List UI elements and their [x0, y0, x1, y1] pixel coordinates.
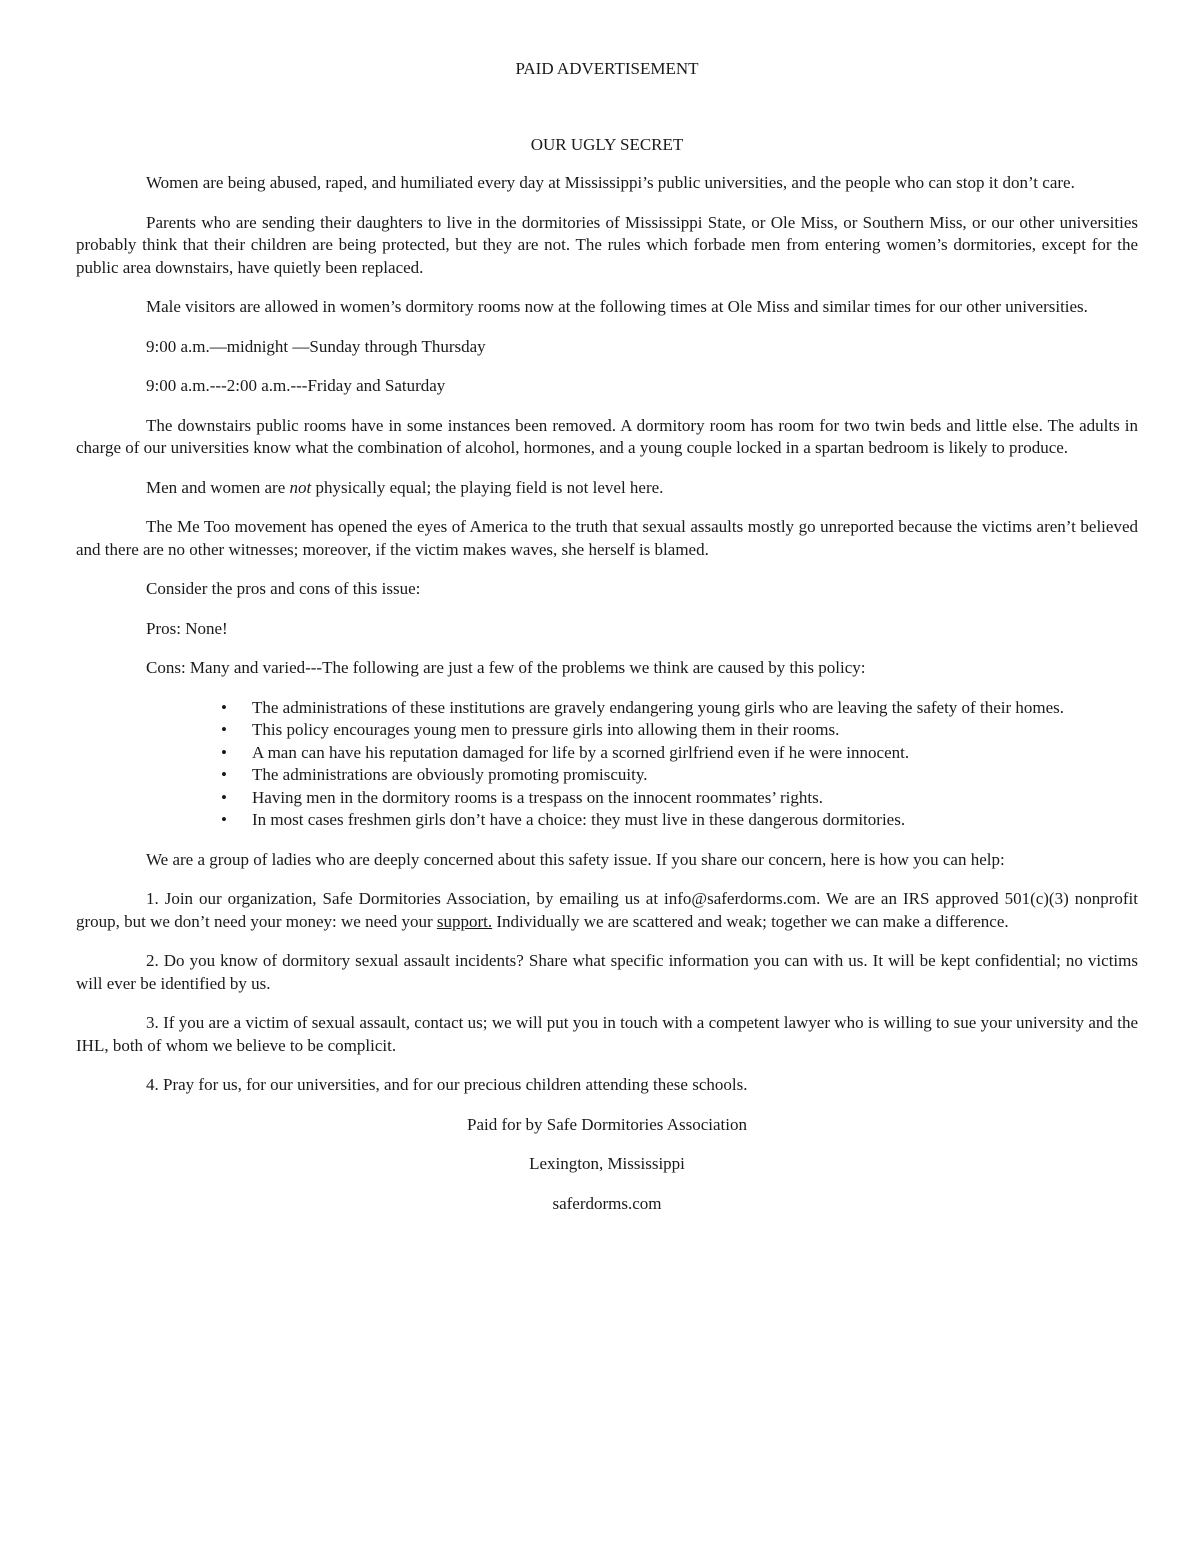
- paid-advertisement-label: PAID ADVERTISEMENT: [515, 59, 699, 78]
- pros-line: Pros: None!: [146, 618, 228, 638]
- list-item: [221, 787, 1136, 810]
- bullet-icon: •: [221, 742, 227, 762]
- schedule-weekday: 9:00 a.m.—midnight —Sunday through Thursday: [146, 336, 486, 356]
- list-item: [221, 764, 1136, 787]
- equality-emphasis: not: [289, 477, 312, 497]
- list-item-text: In most cases freshmen girls don’t have a choice: they must live in these dangerous dormitories.: [252, 810, 906, 829]
- bullet-icon: •: [221, 765, 227, 784]
- list-item-text: This policy encourages young men to pressure girls into allowing them in their rooms.: [252, 720, 840, 739]
- cons-line: Cons: Many and varied---The following are just a few of the problems we think are caused by this policy:: [146, 658, 866, 677]
- list-item-text: A man can have his reputation damaged for life by a scorned girlfriend even if he were innocent.: [252, 742, 910, 762]
- problems-list: [76, 697, 1138, 832]
- list-item-text: Having men in the dormitory rooms is a trespass on the innocent roommates’ rights.: [252, 787, 823, 807]
- list-item: [221, 697, 1136, 720]
- help-item-victim: 3. If you are a victim of sexual assault, contact us; we will put you in touch with a competent lawyer who is willing to sue your university and the IHL, both of whom we believe to be complicit.: [76, 1013, 1138, 1055]
- help-item-pray: 4. Pray for us, for our universities, and for our precious children attending these schools.: [146, 1075, 748, 1094]
- join-text-end: Individually we are scattered and weak; together we can make a difference.: [492, 911, 1009, 931]
- me-too-paragraph: The Me Too movement has opened the eyes of America to the truth that sexual assaults mostly go unreported because the victims aren’t believed and there are no other witnesses; moreover, if the victim makes waves, she herself is blamed.: [76, 517, 1138, 559]
- consider-line: Consider the pros and cons of this issue:: [146, 579, 421, 598]
- intro-paragraph: Women are being abused, raped, and humiliated every day at Mississippi’s public universities, and the people who can stop it don’t care.: [146, 173, 1075, 192]
- website-line: saferdorms.com: [552, 1193, 662, 1213]
- document-title: OUR UGLY SECRET: [530, 134, 684, 154]
- support-emphasis: support.: [436, 911, 493, 931]
- list-item-text: The administrations of these institutions are gravely endangering young girls who are leaving the safety of their homes.: [252, 697, 1065, 717]
- paid-for-line: Paid for by Safe Dormitories Association: [467, 1114, 747, 1134]
- help-item-join: [76, 888, 1138, 933]
- downstairs-paragraph: The downstairs public rooms have in some instances been removed. A dormitory room has room for two twin beds and little else. The adults in charge of our universities know what the combination of alcohol, hormones, and a young couple locked in a spartan bedroom is likely to produce.: [76, 415, 1138, 457]
- equality-text-start: Men and women are: [146, 477, 290, 497]
- list-item: [221, 742, 1136, 765]
- schedule-weekend: 9:00 a.m.---2:00 a.m.---Friday and Saturday: [146, 376, 446, 395]
- list-item: [221, 809, 1136, 832]
- help-item-share: 2. Do you know of dormitory sexual assault incidents? Share what specific information you can with us. It will be kept confidential; no victims will ever be identified by us.: [76, 951, 1138, 993]
- bullet-icon: •: [221, 810, 227, 829]
- bullet-icon: •: [221, 720, 227, 739]
- bullet-icon: •: [221, 697, 227, 717]
- advertisement-document: [76, 58, 1138, 1215]
- parents-paragraph: Parents who are sending their daughters to live in the dormitories of Mississippi State, or Ole Miss, or Southern Miss, or our other universities probably think that their children are being protected, but they are not. The rules which forbade men from entering women’s dormitories, except for the public area downstairs, have quietly been replaced.: [76, 212, 1138, 277]
- equality-text-end: physically equal; the playing field is not level here.: [311, 477, 664, 497]
- location-line: Lexington, Mississippi: [529, 1154, 685, 1173]
- join-text-start: 1. Join our organization, Safe Dormitories Association, by emailing us at info@saferdorms.com. We are an IRS approved 501(c)(3) nonprofit group, but we don’t need your money: we need your: [76, 889, 1138, 931]
- list-item-text: The administrations are obviously promoting promiscuity.: [252, 765, 648, 784]
- help-intro-paragraph: We are a group of ladies who are deeply concerned about this safety issue. If you share our concern, here is how you can help:: [146, 849, 1005, 869]
- visitors-paragraph: Male visitors are allowed in women’s dormitory rooms now at the following times at Ole Miss and similar times for our other universities.: [146, 297, 1088, 316]
- equality-paragraph: [76, 477, 1138, 500]
- list-item: [221, 719, 1136, 742]
- bullet-icon: •: [221, 787, 227, 807]
